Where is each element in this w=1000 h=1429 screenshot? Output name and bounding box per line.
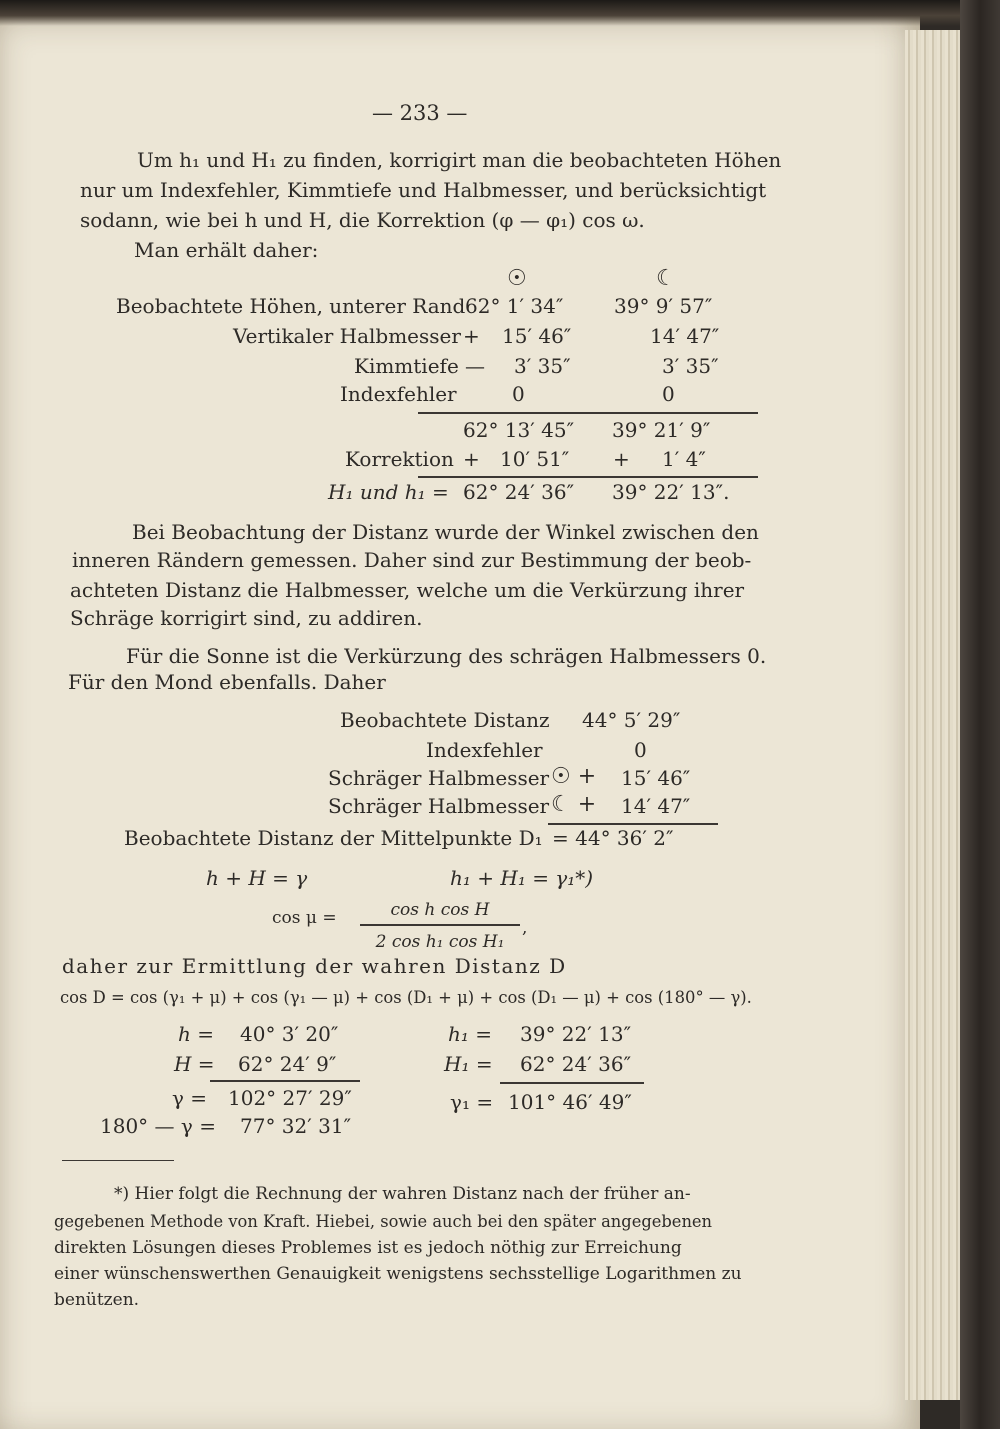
t2-label-2: Schräger Halbmesser xyxy=(328,766,550,790)
right-label-1: H₁ = xyxy=(444,1052,493,1076)
left-label-1: H = xyxy=(174,1052,215,1076)
t2-value-0: 44° 5′ 29″ xyxy=(582,708,681,732)
right-label-0: h₁ = xyxy=(448,1022,493,1046)
t1-sign-2: — xyxy=(465,354,485,378)
cos-mu-comma: , xyxy=(522,918,528,938)
footnote-line-1: *) Hier folgt die Rechnung der wahren Distanz nach der früher an- xyxy=(114,1184,691,1204)
moon-symbol: ☾ xyxy=(656,266,676,291)
t1-sign-1: + xyxy=(463,324,480,348)
t1-moon-1: 14′ 47″ xyxy=(650,324,720,348)
t2-label-3: Schräger Halbmesser xyxy=(328,794,550,818)
left-sum-rule xyxy=(210,1080,360,1082)
t1-label-5: Korrektion xyxy=(345,447,454,471)
para2-line-1: Bei Beobachtung der Distanz wurde der Winkel zwischen den xyxy=(132,520,759,544)
left-value-0: 40° 3′ 20″ xyxy=(240,1022,339,1046)
cos-d-formula: cos D = cos (γ₁ + μ) + cos (γ₁ — μ) + cos (D₁ + μ) + cos (D₁ — μ) + cos (180° — γ). xyxy=(60,988,752,1007)
right-label-2: γ₁ = xyxy=(450,1090,494,1114)
t1-sum-rule xyxy=(418,412,758,414)
left-label-2: γ = xyxy=(172,1086,208,1110)
intro-line-2: nur um Indexfehler, Kimmtiefe und Halbmesser, und berücksichtigt xyxy=(80,178,767,202)
t1-sun-5: 10′ 51″ xyxy=(500,447,570,471)
t1-label-3: Indexfehler xyxy=(340,382,457,406)
cos-mu-label: cos μ = xyxy=(272,908,337,928)
para2-line-3: achteten Distanz die Halbmesser, welche um die Verkürzung ihrer xyxy=(70,578,745,602)
t1-sun-0: 62° 1′ 34″ xyxy=(465,294,564,318)
para2-line-2: inneren Rändern gemessen. Daher sind zur Bestimmung der beob- xyxy=(72,548,752,572)
t2-label-1: Indexfehler xyxy=(426,738,543,762)
t2-result-label: Beobachtete Distanz der Mittelpunkte D₁ xyxy=(124,826,543,850)
daher-line: daher zur Ermittlung der wahren Distanz D xyxy=(62,954,567,978)
page-stack-edge xyxy=(905,30,963,1400)
t2-sum-rule xyxy=(548,823,718,825)
t1-label-6: H₁ und h₁ = xyxy=(328,480,449,504)
t2-value-1: 0 xyxy=(634,738,647,762)
sun-symbol: ☉ xyxy=(507,266,527,291)
t1-sun-6: 62° 24′ 36″ xyxy=(463,480,575,504)
equation-gamma1: h₁ + H₁ = γ₁*) xyxy=(450,866,594,890)
left-label-0: h = xyxy=(178,1022,214,1046)
page-number: — 233 — xyxy=(372,101,468,125)
t2-result-value: = 44° 36′ 2″ xyxy=(552,826,674,850)
t1-moon-2: 3′ 35″ xyxy=(662,354,719,378)
right-value-1: 62° 24′ 36″ xyxy=(520,1052,632,1076)
t1-sun-2: 3′ 35″ xyxy=(514,354,571,378)
t1-label-0: Beobachtete Höhen, unterer Rand xyxy=(116,294,466,318)
footnote-line-4: einer wünschenswerthen Genauigkeit wenigstens sechsstellige Logarithmen zu xyxy=(54,1264,742,1284)
t1-moon-sign-5: + xyxy=(613,447,630,471)
book-top-shadow xyxy=(0,0,1000,26)
left-value-2: 102° 27′ 29″ xyxy=(228,1086,352,1110)
t1-moon-4: 39° 21′ 9″ xyxy=(612,418,711,442)
equation-gamma: h + H = γ xyxy=(206,866,308,890)
left-value-3: 77° 32′ 31″ xyxy=(240,1114,352,1138)
right-sum-rule xyxy=(500,1082,644,1084)
cos-mu-numerator: cos h cos H xyxy=(390,900,490,920)
right-value-2: 101° 46′ 49″ xyxy=(508,1090,632,1114)
intro-line-4: Man erhält daher: xyxy=(134,238,319,262)
t1-label-2: Kimmtiefe xyxy=(354,354,459,378)
t1-sun-4: 62° 13′ 45″ xyxy=(463,418,575,442)
cos-mu-fraction xyxy=(360,900,520,952)
t2-value-3: 14′ 47″ xyxy=(621,794,691,818)
t1-moon-5: 1′ 4″ xyxy=(662,447,706,471)
t2-sign-2: ☉ + xyxy=(551,764,597,789)
t1-sign-5: + xyxy=(463,447,480,471)
para2-line-4: Schräge korrigirt sind, zu addiren. xyxy=(70,606,423,630)
para3-line-1: Für die Sonne ist die Verkürzung des schrägen Halbmessers 0. xyxy=(126,644,767,668)
intro-line-1: Um h₁ und H₁ zu finden, korrigirt man die beobachteten Höhen xyxy=(137,148,782,172)
t2-value-2: 15′ 46″ xyxy=(621,766,691,790)
t2-sign-3: ☾ + xyxy=(551,792,597,817)
right-value-0: 39° 22′ 13″ xyxy=(520,1022,632,1046)
t1-result-rule xyxy=(418,476,758,478)
book-cover-edge xyxy=(960,0,1000,1429)
footnote-line-5: benützen. xyxy=(54,1290,140,1310)
cos-mu-denominator: 2 cos h₁ cos H₁ xyxy=(375,931,505,952)
t1-label-1: Vertikaler Halbmesser xyxy=(233,324,461,348)
t1-moon-6: 39° 22′ 13″. xyxy=(612,480,730,504)
left-value-1: 62° 24′ 9″ xyxy=(238,1052,337,1076)
footnote-line-3: direkten Lösungen dieses Problemes ist es jedoch nöthig zur Erreichung xyxy=(54,1238,682,1258)
footnote-rule xyxy=(62,1160,174,1161)
t2-label-0: Beobachtete Distanz xyxy=(340,708,550,732)
left-label-3: 180° — γ = xyxy=(100,1114,216,1138)
footnote-line-2: gegebenen Methode von Kraft. Hiebei, sowie auch bei den später angegebenen xyxy=(54,1212,713,1231)
fraction-bar xyxy=(360,924,520,926)
t1-sun-3: 0 xyxy=(512,382,525,406)
t1-moon-3: 0 xyxy=(662,382,675,406)
t1-moon-0: 39° 9′ 57″ xyxy=(614,294,713,318)
intro-line-3: sodann, wie bei h und H, die Korrektion (φ — φ₁) cos ω. xyxy=(80,208,645,232)
t1-sun-1: 15′ 46″ xyxy=(502,324,572,348)
para3-line-2: Für den Mond ebenfalls. Daher xyxy=(68,670,386,694)
